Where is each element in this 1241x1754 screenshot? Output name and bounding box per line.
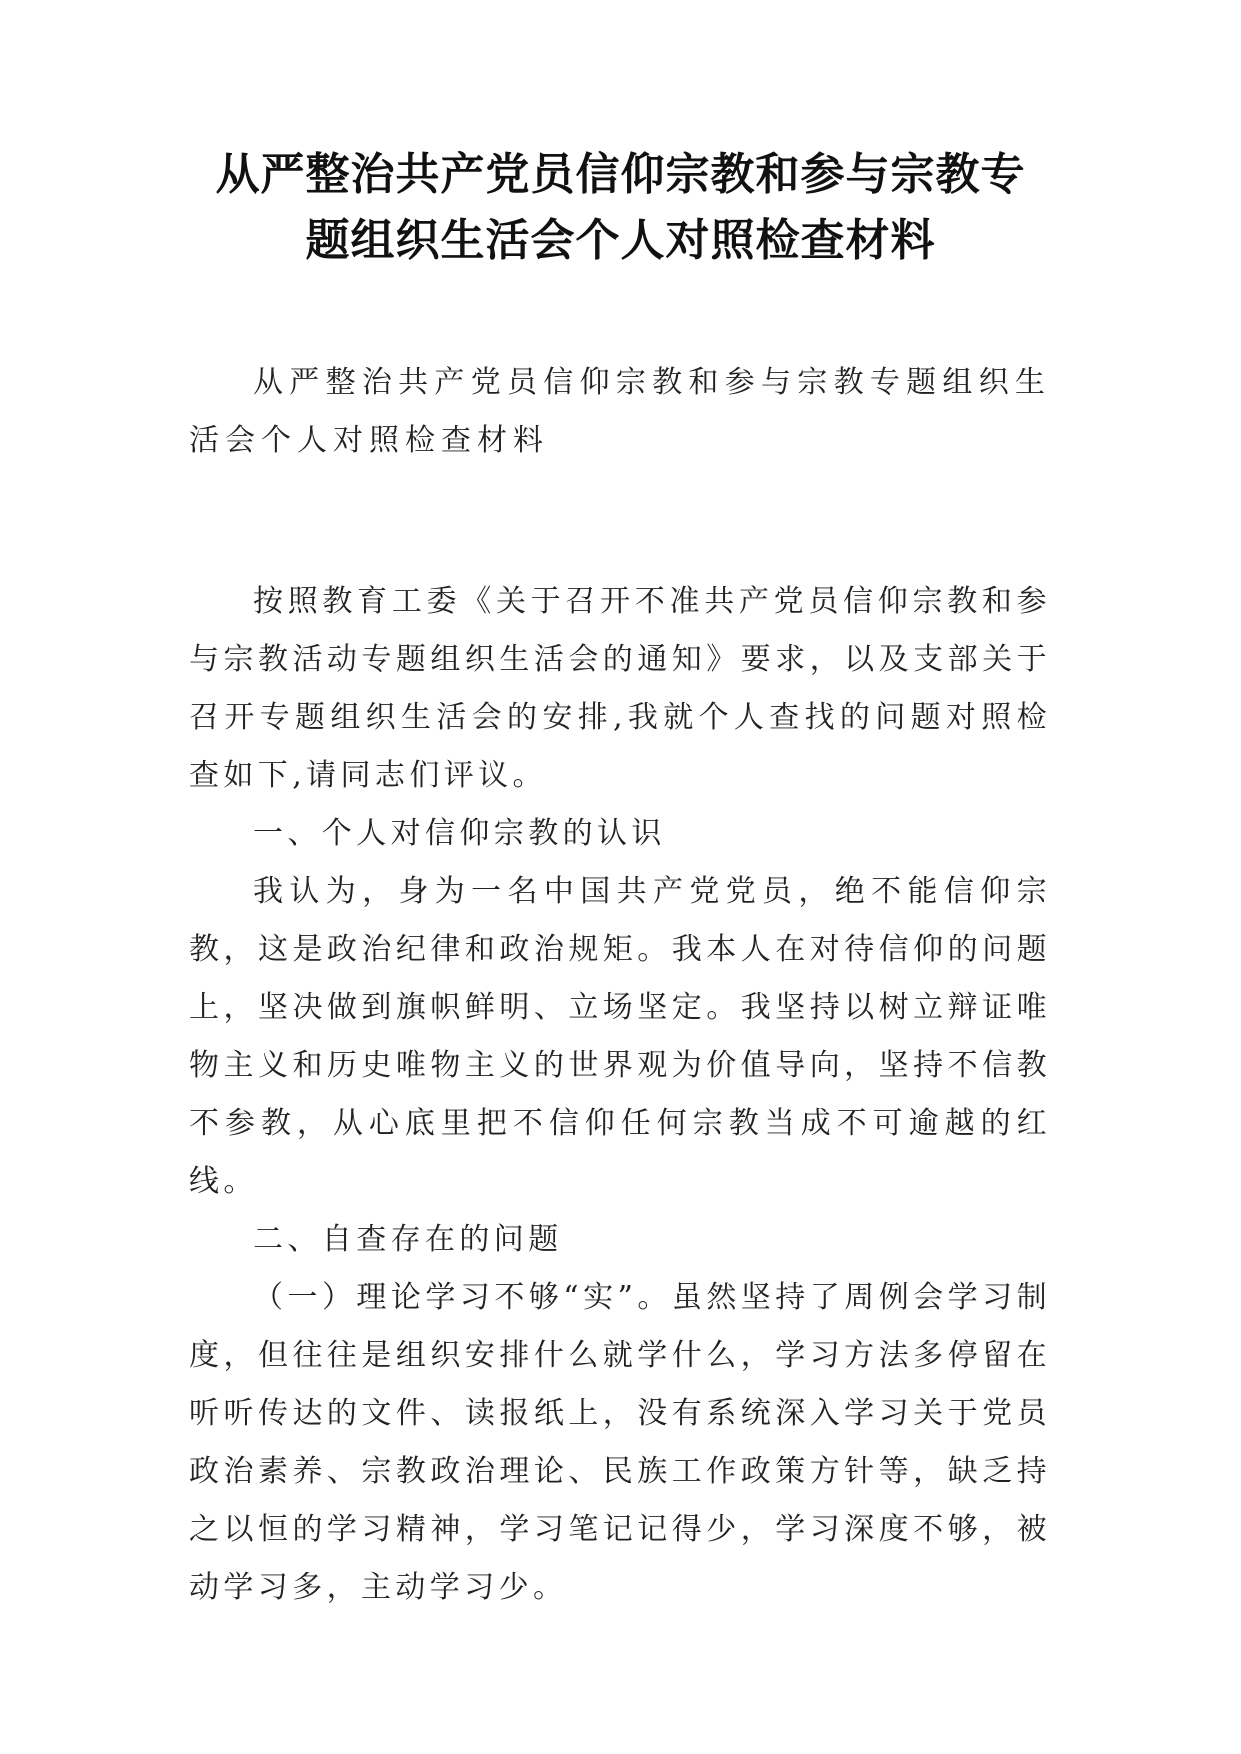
document-body [189, 573, 1051, 1617]
section-heading-1: 一、个人对信仰宗教的认识 [253, 816, 666, 851]
document-title [150, 142, 1091, 274]
intro-paragraph: 按照教育工委《关于召开不准共产党员信仰宗教和参与宗教活动专题组织生活会的通知》要求，以及支部关于召开专题组织生活会的安排,我就个人查找的问题对照检查如下,请同志们评议。 [189, 584, 1051, 793]
section-1-paragraph: 我认为，身为一名中国共产党党员，绝不能信仰宗教，这是政治纪律和政治规矩。我本人在对待信仰的问题上，坚决做到旗帜鲜明、立场坚定。我坚持以树立辩证唯物主义和历史唯物主义的世界观为价值导向，坚持不信教不参教，从心底里把不信仰任何宗教当成不可逾越的红线。 [189, 874, 1051, 1199]
document-title-line-1: 从严整治共产党员信仰宗教和参与宗教专 [215, 149, 1026, 200]
section-heading-2: 二、自查存在的问题 [253, 1222, 563, 1257]
document-subtitle: 从严整治共产党员信仰宗教和参与宗教专题组织生活会个人对照检查材料 [189, 365, 1051, 458]
section-2-paragraph-1: （一）理论学习不够“实”。虽然坚持了周例会学习制度，但往往是组织安排什么就学什么，学习方法多停留在听听传达的文件、读报纸上，没有系统深入学习关于党员政治素养、宗教政治理论、民族工作政策方针等，缺乏持之以恒的学习精神，学习笔记记得少，学习深度不够，被动学习多，主动学习少。 [189, 1280, 1051, 1605]
document-title-line-2: 题组织生活会个人对照检查材料 [305, 215, 936, 266]
